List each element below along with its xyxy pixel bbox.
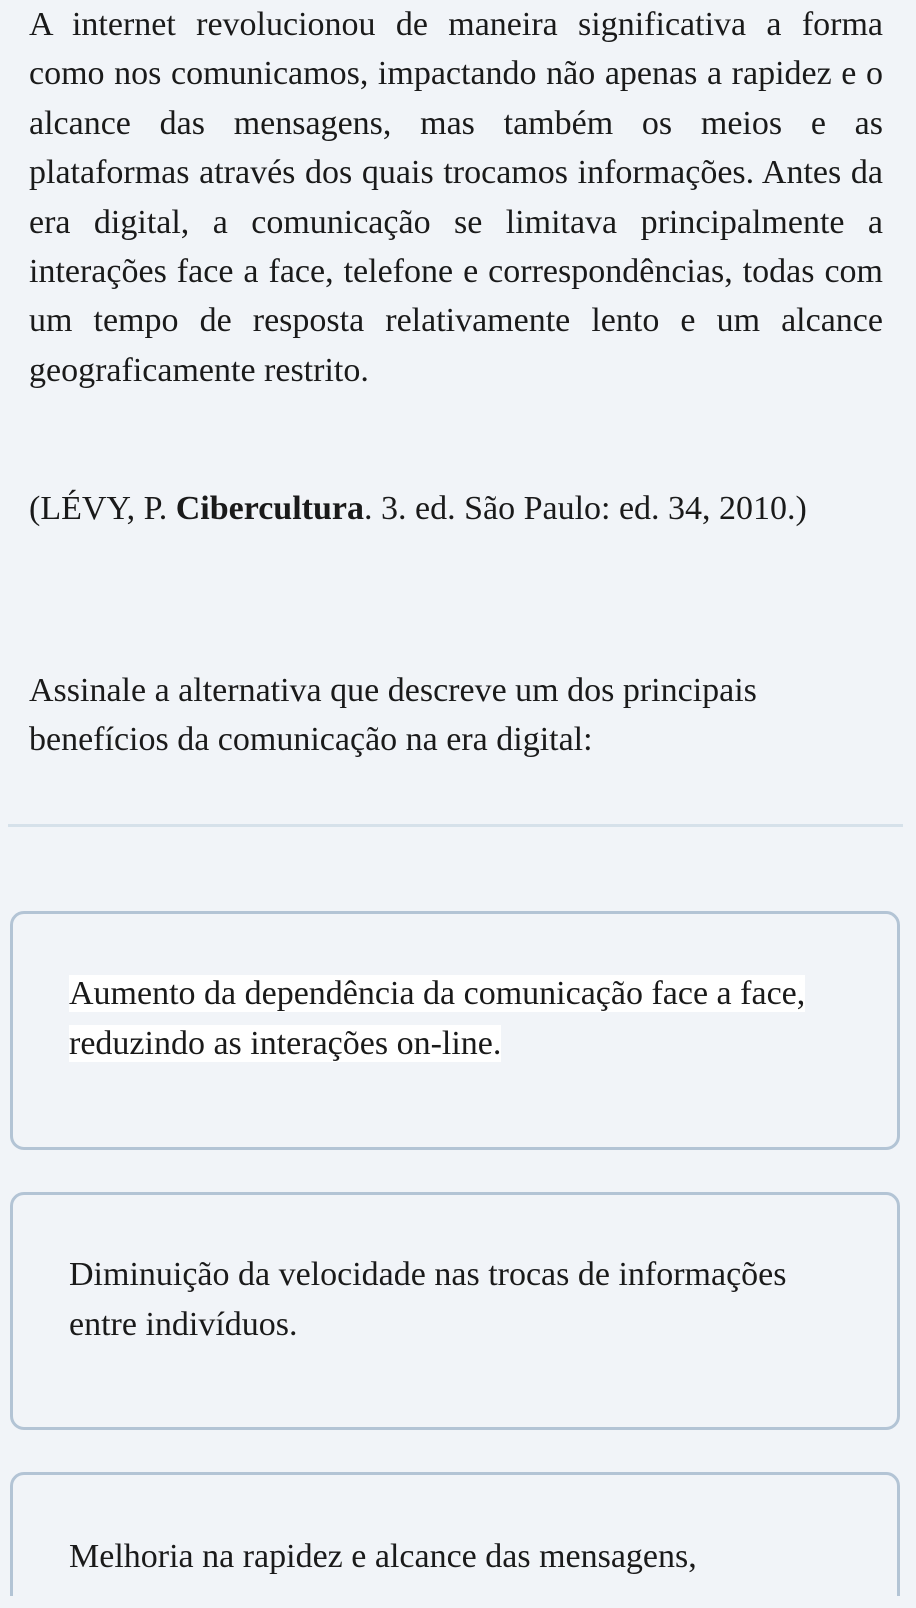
citation-title: Cibercultura: [175, 490, 364, 527]
answer-option-a-label: Aumento da dependência da comunicação face a face, reduzindo as interações on-line.: [69, 975, 806, 1062]
citation: [29, 484, 883, 533]
answer-option-a[interactable]: [10, 911, 900, 1150]
passage-text: A internet revolucionou de maneira significativa a forma como nos comunicamos, impactando não apenas a rapidez e o alcance das mensagens, mas também os meios e as plataformas através dos quais trocamos informações. Antes da era digital, a comunicação se limitava principalmente a interações face a face, telefone e correspondências, todas com um tempo de resposta relativamente lento e um alcance geograficamente restrito.: [29, 6, 883, 389]
answer-option-b[interactable]: [10, 1192, 900, 1430]
citation-prefix: (LÉVY, P.: [29, 490, 176, 527]
answer-option-c-label: Melhoria na rapidez e alcance das mensagens,: [69, 1538, 697, 1575]
answer-option-c[interactable]: [10, 1472, 900, 1608]
question-prompt: Assinale a alternativa que descreve um dos principais benefícios da comunicação na era digital:: [29, 672, 757, 759]
answer-option-b-label: Diminuição da velocidade nas trocas de informações entre indivíduos.: [69, 1256, 787, 1343]
bottom-edge: [0, 1596, 916, 1608]
divider: [8, 824, 903, 827]
citation-suffix: . 3. ed. São Paulo: ed. 34, 2010.): [363, 490, 807, 527]
